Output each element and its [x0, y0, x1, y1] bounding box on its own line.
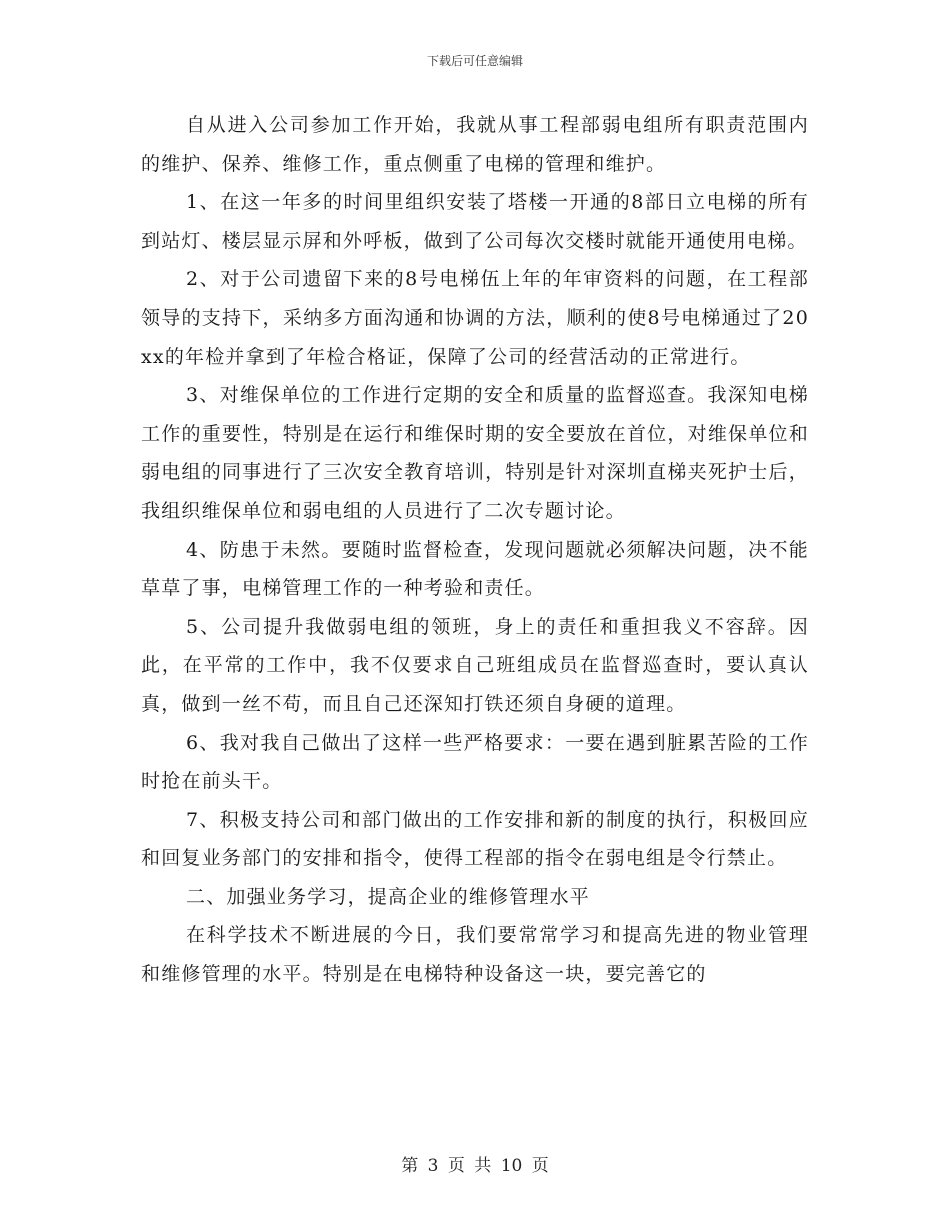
paragraph-item-3: 3、对维保单位的工作进行定期的安全和质量的监督巡查。我深知电梯工作的重要性，特别是在运行和维保时期的安全要放在首位，对维保单位和弱电组的同事进行了三次安全教育培训，特别是针对深圳直梯夹死护士后，我组织维保单位和弱电组的人员进行了二次专题讨论。	[141, 384, 809, 522]
page-header-note: 下载后可任意编辑	[426, 54, 523, 68]
paragraph-item-4: 4、防患于未然。要随时监督检查，发现问题就必须解决问题，决不能草草了事，电梯管理工作的一种考验和责任。	[141, 538, 809, 600]
page-number-footer: 第 3 页 共 10 页	[401, 1156, 549, 1176]
document-body	[141, 106, 809, 994]
paragraph-item-7: 7、积极支持公司和部门做出的工作安排和新的制度的执行，积极回应和回复业务部门的安排和指令，使得工程部的指令在弱电组是令行禁止。	[141, 808, 809, 870]
paragraph-item-6: 6、我对我自己做出了这样一些严格要求：一要在遇到脏累苦险的工作时抢在前头干。	[141, 731, 809, 793]
section-heading: 二、加强业务学习，提高企业的维修管理水平	[186, 885, 591, 908]
paragraph-item-5: 5、公司提升我做弱电组的领班，身上的责任和重担我义不容辞。因此，在平常的工作中，我不仅要求自己班组成员在监督巡查时，要认真认真，做到一丝不苟，而且自己还深知打铁还须自身硬的道理。	[141, 615, 809, 715]
paragraph-item-2: 2、对于公司遗留下来的8号电梯伍上年的年审资料的问题，在工程部领导的支持下，采纳多方面沟通和协调的方法，顺利的使8号电梯通过了20xx的年检并拿到了年检合格证，保障了公司的经营活动的正常进行。	[141, 268, 809, 368]
paragraph-section-body: 在科学技术不断进展的今日，我们要常常学习和提高先进的物业管理和维修管理的水平。特别是在电梯特种设备这一块，要完善它的	[141, 924, 809, 986]
paragraph-intro: 自从进入公司参加工作开始，我就从事工程部弱电组所有职责范围内的维护、保养、维修工作，重点侧重了电梯的管理和维护。	[141, 114, 809, 175]
paragraph-item-1: 1、在这一年多的时间里组织安装了塔楼一开通的8部日立电梯的所有到站灯、楼层显示屏和外呼板，做到了公司每次交楼时就能开通使用电梯。	[141, 191, 809, 252]
